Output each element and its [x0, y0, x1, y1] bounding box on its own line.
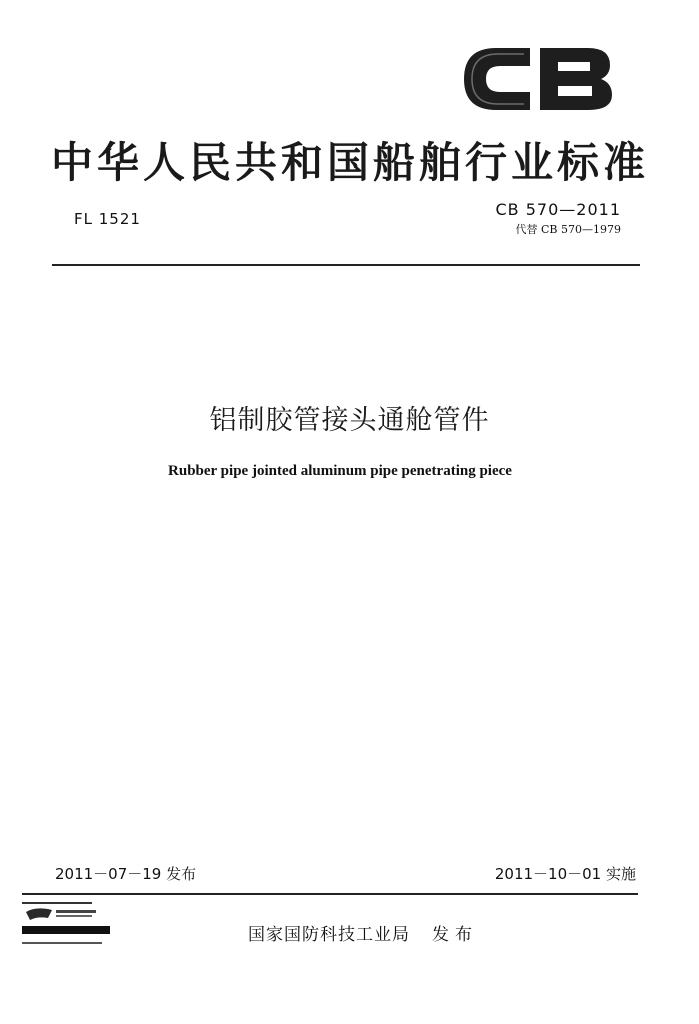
publish-label: 发布 — [432, 925, 478, 945]
document-title-zh: 铝制胶管接头通舱管件 — [209, 405, 490, 436]
header-divider — [52, 264, 640, 266]
footer-divider — [22, 893, 638, 895]
publisher-line — [248, 920, 478, 945]
country-standard-title: 中华人民共和国船舶行业标准 — [50, 138, 649, 187]
issue-date: 2011－07－19 发布 — [55, 865, 197, 883]
standard-number: CB 570—2011 — [495, 200, 621, 219]
replaces-standard: 代替 CB 570—1979 — [515, 223, 621, 236]
cb-logo-icon — [460, 40, 616, 118]
document-title-en: Rubber pipe jointed aluminum pipe penetrating piece — [168, 463, 512, 479]
press-logo-icon — [22, 900, 114, 952]
publisher-name: 国家国防科技工业局 — [248, 925, 410, 945]
implementation-date: 2011－10－01 实施 — [494, 865, 636, 883]
classification-code: FL 1521 — [74, 210, 141, 228]
